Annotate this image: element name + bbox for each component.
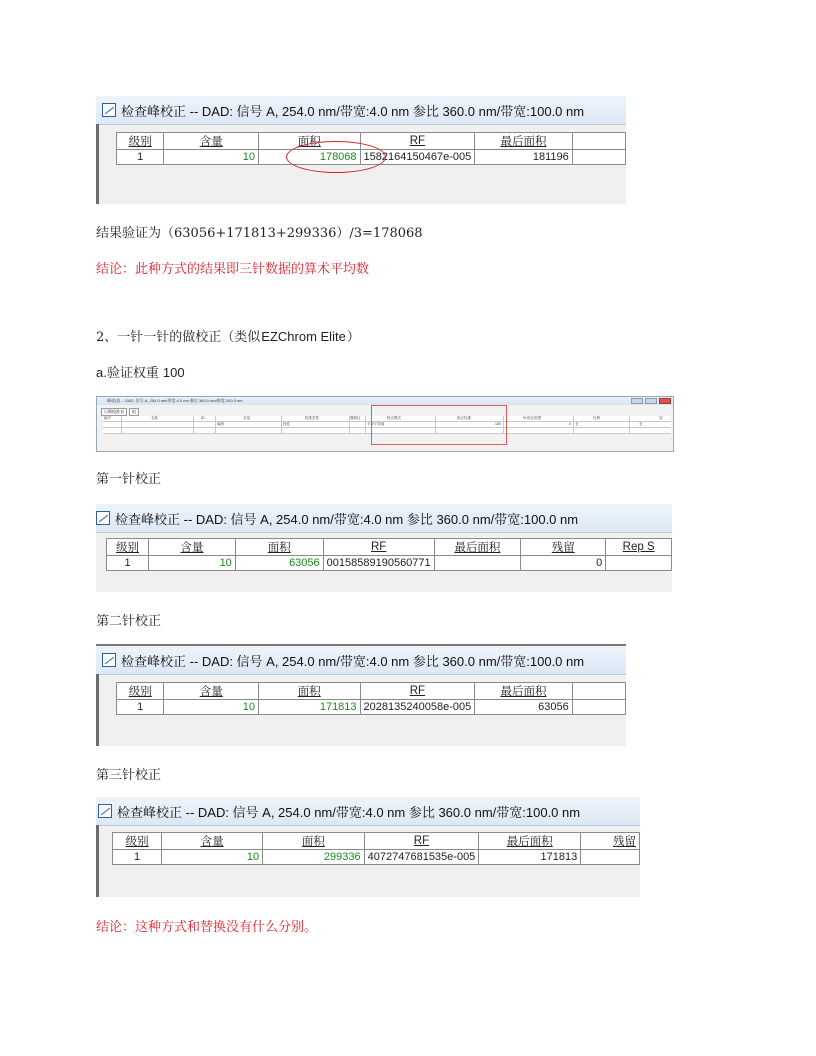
grid-line — [629, 416, 630, 434]
col-amount[interactable]: 含量 — [162, 833, 263, 850]
calibration-dialog-screenshot-4 — [96, 797, 640, 897]
cell-none-2[interactable]: 无 — [639, 422, 643, 426]
col-header-force: 强制过 — [350, 416, 361, 420]
calibration-table — [112, 832, 640, 865]
grid-line — [281, 416, 282, 434]
table-header-row — [117, 683, 626, 700]
calibration-table — [106, 538, 672, 571]
section-heading-close: ） — [346, 330, 360, 345]
col-residual[interactable]: 残留 — [521, 539, 606, 556]
cell-amount[interactable]: 10 — [164, 700, 259, 715]
dialog-title-bar — [96, 646, 626, 675]
conclusion-paragraph-final: 结论：这种方式和替换没有什么分别。 — [96, 920, 318, 935]
col-rf[interactable]: RF — [360, 683, 475, 700]
cell-area[interactable]: 178068 — [259, 150, 361, 165]
cell-none-1[interactable]: 无 — [575, 422, 579, 426]
col-amount[interactable]: 含量 — [164, 683, 259, 700]
cell-area[interactable]: 63056 — [235, 556, 323, 571]
highlight-ellipse — [286, 141, 386, 173]
col-area[interactable]: 面积 — [263, 833, 365, 850]
cell-amount[interactable]: 10 — [164, 150, 259, 165]
calibration-icon — [102, 653, 116, 667]
section-heading-2 — [96, 326, 360, 345]
calibration-dialog-screenshot-1 — [96, 96, 626, 204]
grid-line — [215, 416, 216, 434]
cell-level[interactable]: 1 — [107, 556, 149, 571]
col-rep[interactable]: Rep S — [606, 539, 672, 556]
cell-rf[interactable]: 00158589190560771 — [323, 556, 434, 571]
col-rf[interactable]: RF — [323, 539, 434, 556]
cell-residual[interactable] — [581, 850, 640, 865]
cell-level[interactable]: 1 — [117, 700, 164, 715]
grid-line — [573, 416, 574, 434]
col-header-amount: 含量 — [243, 416, 250, 420]
section-heading-product: EZChrom Elite — [261, 329, 346, 344]
col-extra[interactable] — [572, 683, 625, 700]
section-heading-text: 2、一针一针的做校正（类似 — [96, 330, 261, 345]
grid-line — [121, 416, 122, 434]
cell-residual[interactable]: 0 — [521, 556, 606, 571]
calibration-icon — [102, 103, 116, 117]
cell-extra[interactable] — [572, 150, 625, 165]
col-amount[interactable]: 含量 — [164, 133, 259, 150]
col-level[interactable]: 级别 — [117, 683, 164, 700]
col-rf[interactable]: RF — [364, 833, 479, 850]
dialog-title: 检查峰校正 -- DAD: 信号 A, 254.0 nm/带宽:4.0 nm 参比 360.0 nm/带宽:100.0 nm — [121, 103, 585, 119]
close-icon[interactable] — [659, 398, 671, 404]
table-header-row — [113, 833, 640, 850]
left-border — [96, 124, 99, 204]
label-second-injection: 第二针校正 — [96, 614, 162, 629]
label-first-injection: 第一针校正 — [96, 472, 162, 487]
cell-cal-mode[interactable]: 平移平均值 — [367, 422, 385, 426]
col-area[interactable]: 面积 — [235, 539, 323, 556]
cell-last-area[interactable]: 63056 — [475, 700, 573, 715]
dialog-title: 检查峰校正 -- DAD: 信号 A, 254.0 nm/带宽:4.0 nm 参比 360.0 nm/带宽:100.0 nm — [121, 653, 585, 669]
calibration-icon — [98, 804, 112, 818]
cell-extra[interactable] — [572, 700, 625, 715]
grid-line — [193, 416, 194, 434]
cell-area[interactable]: 299336 — [263, 850, 365, 865]
col-header-id: ID — [201, 416, 205, 420]
cell-last-area[interactable]: 181196 — [475, 150, 573, 165]
left-border — [96, 825, 99, 897]
cell-rep[interactable] — [606, 556, 672, 571]
grid-line — [365, 416, 366, 434]
cell-amount[interactable]: 10 — [149, 556, 236, 571]
highlight-box — [371, 405, 507, 445]
cell-amount[interactable]: 10 — [162, 850, 263, 865]
col-header-name: 名称 — [151, 416, 158, 420]
calibration-table — [116, 682, 626, 715]
calibration-icon — [96, 511, 110, 525]
mini-title: 峰/组表 -- DAD: 信号 A, 254.0 nm/带宽:4.0 nm 参比 360.0 nm/带宽:100.0 nm — [107, 398, 243, 403]
col-header-range: % 校正范围 — [523, 416, 542, 420]
subsection-value: 100 — [162, 365, 185, 380]
subsection-heading-a — [96, 362, 185, 381]
cell-area[interactable]: 171813 — [259, 700, 361, 715]
dialog-title-bar — [96, 96, 626, 125]
dialog-title-bar — [96, 797, 640, 826]
cell-last-area[interactable] — [434, 556, 521, 571]
window-controls — [631, 398, 671, 404]
col-rf[interactable]: RF — [360, 133, 475, 150]
label-third-injection: 第三针校正 — [96, 768, 162, 783]
left-border — [96, 674, 99, 746]
subsection-prefix: a. — [96, 365, 107, 380]
col-last-area[interactable]: 最后面积 — [434, 539, 521, 556]
cell-name[interactable]: 编码 — [217, 422, 224, 426]
table-row[interactable] — [117, 700, 626, 715]
mini-tabs — [101, 408, 139, 416]
table-row[interactable] — [113, 850, 640, 865]
verification-paragraph: 结果验证为（63056+171813+299336）/3=178068 — [96, 226, 423, 241]
col-last-area[interactable]: 最后面积 — [475, 683, 573, 700]
subsection-text: 验证权重 — [106, 366, 159, 381]
col-last-area[interactable]: 最后面积 — [475, 133, 573, 150]
col-last-area[interactable]: 最后面积 — [479, 833, 581, 850]
col-level[interactable]: 级别 — [117, 133, 164, 150]
cell-level[interactable]: 1 — [117, 150, 164, 165]
dialog-title: 检查峰校正 -- DAD: 信号 A, 254.0 nm/带宽:4.0 nm 参比 360.0 nm/带宽:100.0 nm — [117, 804, 581, 820]
mini-title-bar — [97, 397, 673, 405]
col-header-cal-weight: 校正权重 — [457, 416, 471, 420]
maximize-icon[interactable] — [645, 398, 657, 404]
col-area[interactable]: 面积 — [259, 133, 361, 150]
col-header-cal-type: 校准类型 — [305, 416, 319, 420]
col-level[interactable]: 级别 — [113, 833, 162, 850]
col-amount[interactable]: 含量 — [149, 539, 236, 556]
calibration-dialog-screenshot-2 — [96, 504, 672, 592]
cell-cal-weight[interactable]: 100 — [495, 422, 501, 426]
cell-rf[interactable]: 4072747681535e-005 — [364, 850, 479, 865]
col-level[interactable]: 级别 — [107, 539, 149, 556]
tab-group[interactable]: 组 — [129, 408, 139, 416]
cell-last-area[interactable]: 171813 — [479, 850, 581, 865]
tab-calibration-table[interactable]: 日期校准表 — [101, 408, 127, 416]
cell-cal-type[interactable]: 线性 — [283, 422, 290, 426]
cell-range[interactable]: 0 — [569, 422, 571, 426]
cell-rf[interactable]: 2028135240058e-005 — [360, 700, 475, 715]
col-residual[interactable]: 残留 — [581, 833, 640, 850]
col-header-no: 编号 — [104, 416, 111, 420]
minimize-icon[interactable] — [631, 398, 643, 404]
dialog-title: 检查峰校正 -- DAD: 信号 A, 254.0 nm/带宽:4.0 nm 参比 360.0 nm/带宽:100.0 nm — [115, 511, 579, 527]
cell-rf[interactable]: 1582164150467e-005 — [360, 150, 475, 165]
table-row[interactable] — [107, 556, 672, 571]
col-extra[interactable] — [572, 133, 625, 150]
conclusion-paragraph-1: 结论：此种方式的结果即三针数据的算术平均数 — [96, 262, 370, 277]
calibration-dialog-screenshot-3 — [96, 644, 626, 746]
col-area[interactable]: 面积 — [259, 683, 361, 700]
dialog-title-bar — [96, 504, 672, 533]
table-header-row — [107, 539, 672, 556]
col-header-add: 加 — [659, 416, 663, 420]
col-header-ratio: 比例 — [593, 416, 600, 420]
cell-level[interactable]: 1 — [113, 850, 162, 865]
col-header-cal-mode: 校正模式 — [387, 416, 401, 420]
peak-table-screenshot — [96, 396, 674, 452]
